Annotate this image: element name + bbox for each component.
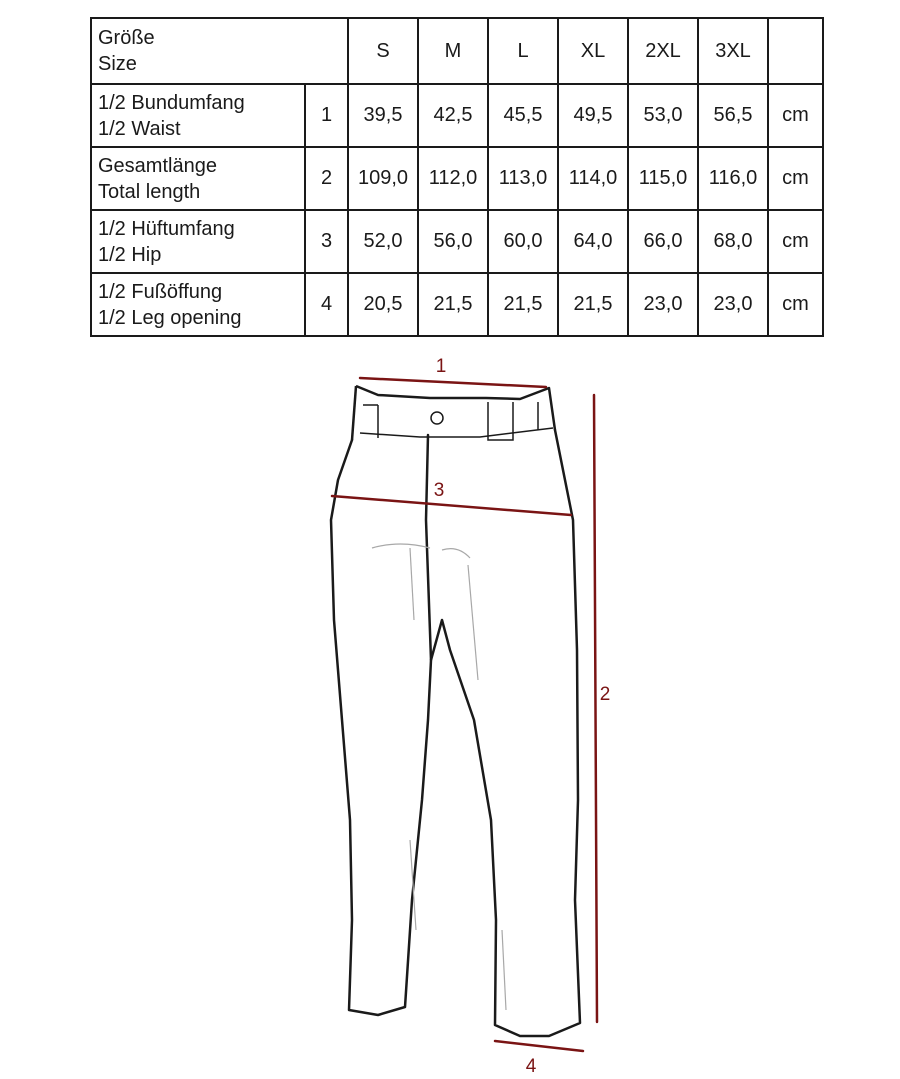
row-number: 4 bbox=[305, 273, 348, 336]
size-header: L bbox=[488, 18, 558, 84]
value-cell: 112,0 bbox=[418, 147, 488, 210]
row-label-en: 1/2 Hip bbox=[98, 243, 162, 266]
unit-cell: cm bbox=[768, 273, 823, 336]
row-label-en: Total length bbox=[98, 180, 201, 203]
value-cell: 49,5 bbox=[558, 84, 628, 147]
row-label-de: 1/2 Hüftumfang bbox=[98, 217, 235, 240]
row-number: 3 bbox=[305, 210, 348, 273]
value-cell: 109,0 bbox=[348, 147, 418, 210]
leg-opening-measure-label: 4 bbox=[525, 1056, 537, 1077]
size-header: XL bbox=[558, 18, 628, 84]
unit-cell: cm bbox=[768, 210, 823, 273]
leg-opening-measure-line bbox=[495, 1041, 583, 1051]
value-cell: 23,0 bbox=[628, 273, 698, 336]
waist-measure-label: 1 bbox=[435, 356, 447, 377]
row-number: 2 bbox=[305, 147, 348, 210]
size-header: 3XL bbox=[698, 18, 768, 84]
value-cell: 21,5 bbox=[558, 273, 628, 336]
pants-outline bbox=[331, 430, 580, 1036]
waistband-detail bbox=[360, 402, 553, 440]
value-cell: 39,5 bbox=[348, 84, 418, 147]
value-cell: 60,0 bbox=[488, 210, 558, 273]
hip-measure-label: 3 bbox=[433, 480, 445, 501]
length-measure-label: 2 bbox=[599, 684, 611, 705]
unit-cell: cm bbox=[768, 147, 823, 210]
value-cell: 115,0 bbox=[628, 147, 698, 210]
value-cell: 52,0 bbox=[348, 210, 418, 273]
value-cell: 56,5 bbox=[698, 84, 768, 147]
value-cell: 114,0 bbox=[558, 147, 628, 210]
row-label-de: 1/2 Bundumfang bbox=[98, 91, 245, 114]
size-header: 2XL bbox=[628, 18, 698, 84]
value-cell: 45,5 bbox=[488, 84, 558, 147]
unit-cell: cm bbox=[768, 84, 823, 147]
size-header: M bbox=[418, 18, 488, 84]
value-cell: 66,0 bbox=[628, 210, 698, 273]
waist-measure-line bbox=[360, 378, 546, 387]
value-cell: 23,0 bbox=[698, 273, 768, 336]
row-label-en: 1/2 Leg opening bbox=[98, 306, 242, 329]
value-cell: 21,5 bbox=[488, 273, 558, 336]
value-cell: 21,5 bbox=[418, 273, 488, 336]
value-cell: 116,0 bbox=[698, 147, 768, 210]
value-cell: 56,0 bbox=[418, 210, 488, 273]
row-label-de: 1/2 Fußöffung bbox=[98, 280, 223, 303]
row-label-de: Gesamtlänge bbox=[98, 154, 217, 177]
size-label-en: Size bbox=[98, 53, 137, 75]
row-label-en: 1/2 Waist bbox=[98, 117, 181, 140]
size-label-de: Größe bbox=[98, 27, 155, 49]
value-cell: 68,0 bbox=[698, 210, 768, 273]
value-cell: 113,0 bbox=[488, 147, 558, 210]
hip-measure-line bbox=[332, 496, 571, 515]
size-header: S bbox=[348, 18, 418, 84]
row-number: 1 bbox=[305, 84, 348, 147]
value-cell: 64,0 bbox=[558, 210, 628, 273]
value-cell: 42,5 bbox=[418, 84, 488, 147]
value-cell: 20,5 bbox=[348, 273, 418, 336]
value-cell: 53,0 bbox=[628, 84, 698, 147]
length-measure-line bbox=[594, 395, 597, 1022]
pants-detail-lines bbox=[372, 544, 506, 1010]
measure-lines bbox=[332, 378, 597, 1051]
